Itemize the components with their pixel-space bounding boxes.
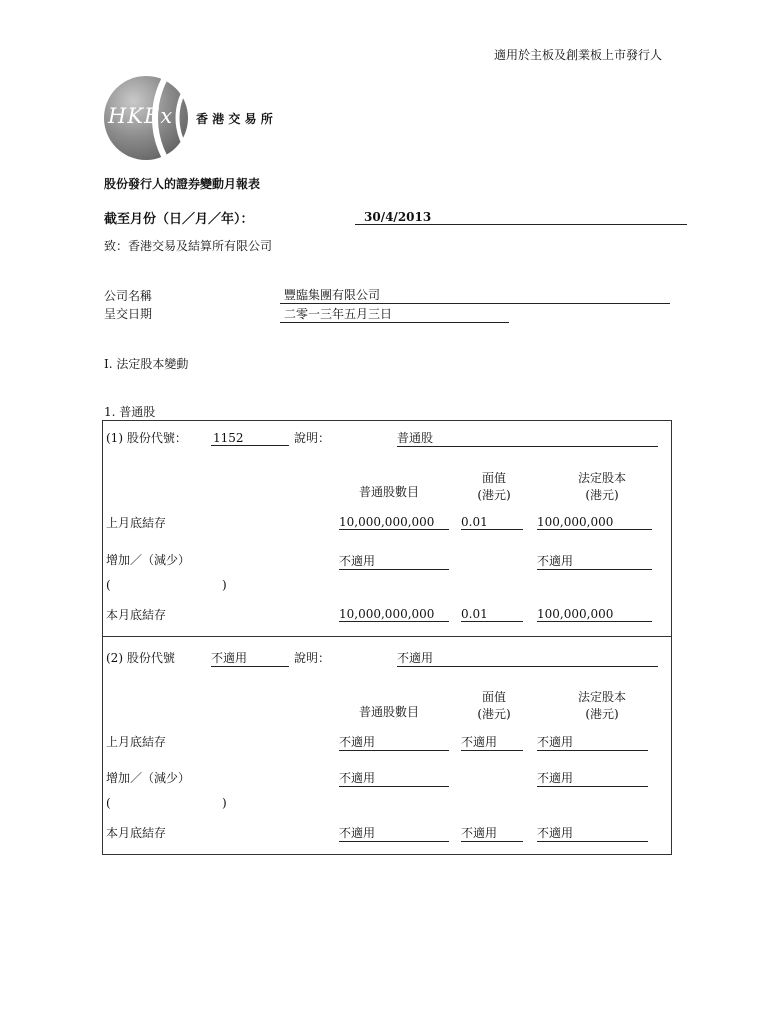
submission-date-label: 呈交日期	[104, 307, 153, 321]
col-par-header	[466, 469, 522, 503]
col-par-header-2	[466, 688, 522, 722]
section-subtitle: 1. 普通股	[104, 405, 156, 419]
class1-opening-auth: 100,000,000	[537, 515, 652, 530]
class1-closing-auth: 100,000,000	[537, 607, 652, 622]
report-title: 股份發行人的證券變動月報表	[104, 177, 261, 191]
col-shares-header-2: 普通股數目	[359, 705, 420, 719]
class2-code-label: (2) 股份代號	[106, 651, 175, 665]
class1-code-value: 1152	[211, 431, 289, 446]
class2-paren-close: )	[222, 796, 227, 810]
class2-change-label: 增加／（減少）	[106, 771, 191, 785]
class2-closing-label: 本月底結存	[106, 826, 167, 840]
class1-desc-value: 普通股	[397, 429, 658, 447]
class1-opening-par: 0.01	[461, 515, 523, 530]
applicability-note: 適用於主板及創業板上市發行人	[494, 48, 663, 62]
logo-name: 香 港 交 易 所	[196, 112, 273, 126]
submission-date-value: 二零一三年五月三日	[280, 305, 509, 323]
logo-initials: HKEx	[108, 104, 174, 128]
class2-closing-par: 不適用	[461, 824, 523, 842]
company-name-value: 豐臨集團有限公司	[280, 286, 670, 304]
class1-change-auth: 不適用	[537, 552, 652, 570]
report-recipient: 致：香港交易及結算所有限公司	[104, 239, 273, 253]
class1-closing-shares: 10,000,000,000	[339, 607, 449, 622]
class1-paren-close: )	[222, 578, 227, 592]
table-divider	[102, 636, 672, 637]
class1-paren-open: (	[106, 578, 111, 592]
col-auth-header-2-line1: 法定股本	[577, 690, 626, 704]
class1-opening-shares: 10,000,000,000	[339, 515, 449, 530]
col-par-header-line2: (港元)	[477, 488, 511, 502]
period-value: 30/4/2013	[355, 210, 687, 225]
class2-desc-value: 不適用	[397, 649, 658, 667]
col-auth-header	[562, 469, 642, 503]
col-par-header-2-line2: (港元)	[477, 707, 511, 721]
col-par-header-line1: 面值	[481, 471, 506, 485]
class2-change-shares: 不適用	[339, 769, 449, 787]
col-shares-header: 普通股數目	[359, 485, 420, 499]
section-title: I. 法定股本變動	[104, 357, 189, 371]
class2-paren-open: (	[106, 796, 111, 810]
class1-opening-label: 上月底結存	[106, 516, 167, 530]
col-auth-header-line1: 法定股本	[577, 471, 626, 485]
class2-opening-auth: 不適用	[537, 733, 648, 751]
company-name-label: 公司名稱	[104, 289, 153, 303]
class1-closing-label: 本月底結存	[106, 608, 167, 622]
class2-code-value: 不適用	[211, 649, 289, 667]
class2-opening-par: 不適用	[461, 733, 523, 751]
class1-code-label: (1) 股份代號：	[106, 431, 187, 445]
col-auth-header-line2: (港元)	[585, 488, 619, 502]
class2-desc-label: 說明：	[294, 651, 331, 665]
class1-closing-par: 0.01	[461, 607, 523, 622]
class1-change-shares: 不適用	[339, 552, 449, 570]
class1-desc-label: 說明：	[294, 431, 331, 445]
class1-change-label: 增加／（減少）	[106, 553, 191, 567]
col-auth-header-2-line2: (港元)	[585, 707, 619, 721]
col-auth-header-2	[562, 688, 642, 722]
class2-closing-auth: 不適用	[537, 824, 648, 842]
col-par-header-2-line1: 面值	[481, 690, 506, 704]
class2-closing-shares: 不適用	[339, 824, 449, 842]
period-label: 截至月份（日／月／年）：	[104, 212, 254, 227]
class2-opening-shares: 不適用	[339, 733, 449, 751]
class2-opening-label: 上月底結存	[106, 735, 167, 749]
class2-change-auth: 不適用	[537, 769, 648, 787]
